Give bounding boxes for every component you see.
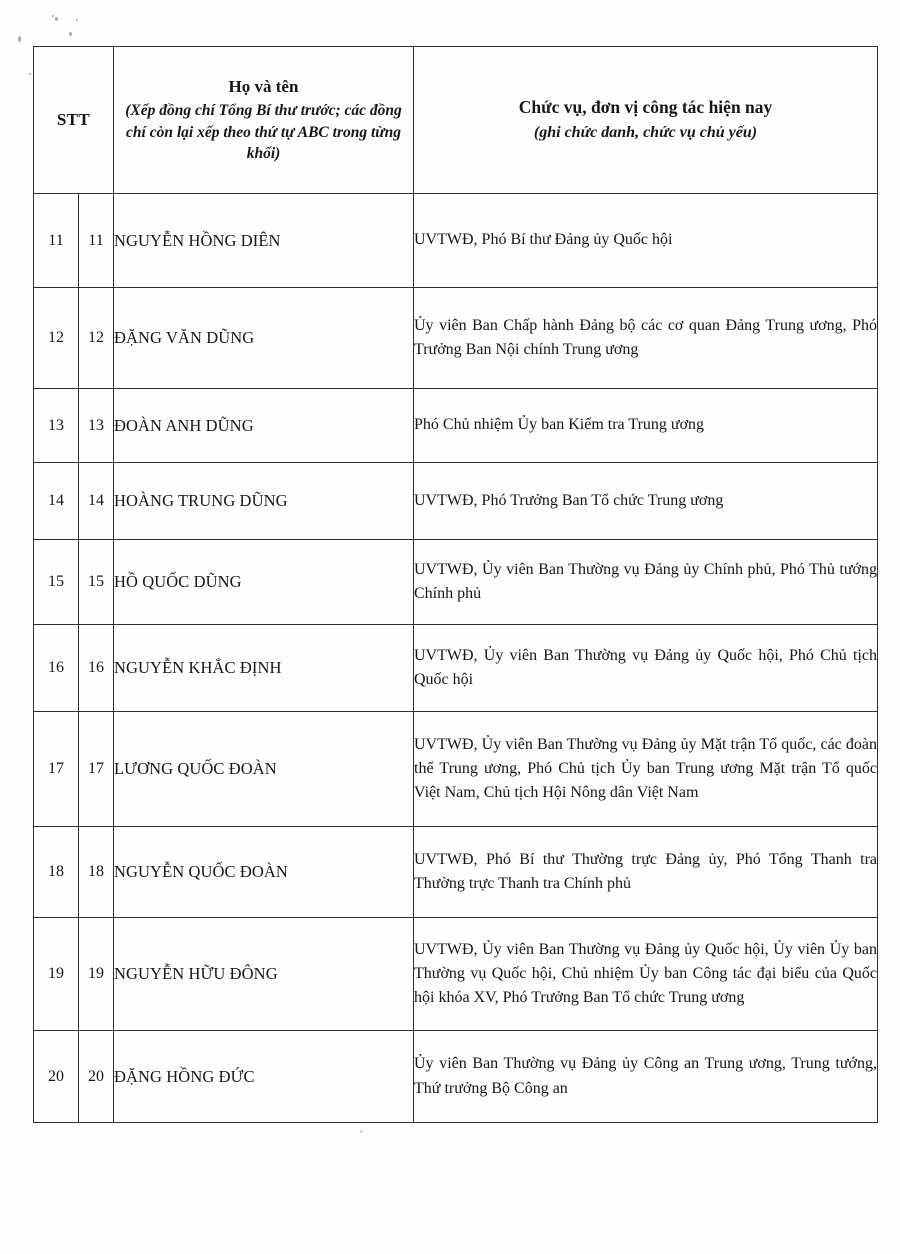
table-row	[34, 389, 878, 463]
person-role: UVTWĐ, Ủy viên Ban Thường vụ Đảng ủy Mặt trận Tổ quốc, các đoàn thể Trung ương, Phó Chủ tịch Ủy ban Trung ương Mặt trận Tổ quốc Việt Nam, Chủ tịch Hội Nông dân Việt Nam	[414, 712, 878, 827]
row-number-outer: 18	[34, 827, 79, 918]
column-header-role-title: Chức vụ, đơn vị công tác hiện nay	[518, 97, 773, 118]
row-number-inner: 13	[79, 389, 114, 463]
row-number-inner: 20	[79, 1031, 114, 1123]
table-row	[34, 1031, 878, 1123]
person-name: NGUYỄN HỒNG DIÊN	[114, 194, 414, 288]
row-number-outer: 17	[34, 712, 79, 827]
row-number-outer: 12	[34, 288, 79, 389]
person-name: NGUYỄN KHẮC ĐỊNH	[114, 625, 414, 712]
person-role: Phó Chủ nhiệm Ủy ban Kiểm tra Trung ương	[414, 389, 878, 463]
column-header-stt: STT	[34, 47, 114, 194]
row-number-inner: 16	[79, 625, 114, 712]
table-row	[34, 712, 878, 827]
row-number-outer: 19	[34, 918, 79, 1031]
table-row	[34, 288, 878, 389]
row-number-inner: 17	[79, 712, 114, 827]
scan-speck	[52, 15, 54, 17]
row-number-outer: 16	[34, 625, 79, 712]
row-number-outer: 11	[34, 194, 79, 288]
column-header-name-title: Họ và tên	[228, 76, 299, 96]
row-number-outer: 14	[34, 463, 79, 540]
person-role: Ủy viên Ban Chấp hành Đảng bộ các cơ quan Đảng Trung ương, Phó Trưởng Ban Nội chính Trung ương	[414, 288, 878, 389]
header-row	[34, 47, 878, 194]
row-number-inner: 12	[79, 288, 114, 389]
table-row	[34, 463, 878, 540]
person-role: UVTWĐ, Ủy viên Ban Thường vụ Đảng ủy Quốc hội, Ủy viên Ủy ban Thường vụ Quốc hội, Chủ nhiệm Ủy ban Công tác đại biểu của Quốc hội khóa XV, Phó Trưởng Ban Tổ chức Trung ương	[414, 918, 878, 1031]
person-name: ĐẶNG VĂN DŨNG	[114, 288, 414, 389]
person-name: ĐOÀN ANH DŨNG	[114, 389, 414, 463]
column-header-role	[414, 47, 878, 194]
row-number-outer: 13	[34, 389, 79, 463]
column-header-role-note: (ghi chức danh, chức vụ chủ yếu)	[533, 123, 758, 141]
table-row	[34, 540, 878, 625]
row-number-outer: 15	[34, 540, 79, 625]
person-name: NGUYỄN QUỐC ĐOÀN	[114, 827, 414, 918]
row-number-inner: 19	[79, 918, 114, 1031]
row-number-inner: 15	[79, 540, 114, 625]
row-number-inner: 18	[79, 827, 114, 918]
table-row	[34, 625, 878, 712]
person-role: Ủy viên Ban Thường vụ Đảng ủy Công an Trung ương, Trung tướng, Thứ trưởng Bộ Công an	[414, 1031, 878, 1123]
person-name: LƯƠNG QUỐC ĐOÀN	[114, 712, 414, 827]
row-number-outer: 20	[34, 1031, 79, 1123]
table-row	[34, 918, 878, 1031]
table-row	[34, 194, 878, 288]
scan-speck	[55, 17, 58, 21]
person-role: UVTWĐ, Phó Bí thư Thường trực Đảng ủy, Phó Tổng Thanh tra Thường trực Thanh tra Chính phủ	[414, 827, 878, 918]
person-role: UVTWĐ, Ủy viên Ban Thường vụ Đảng ủy Quốc hội, Phó Chủ tịch Quốc hội	[414, 625, 878, 712]
table-row	[34, 827, 878, 918]
person-name: HỒ QUỐC DŨNG	[114, 540, 414, 625]
table-body	[34, 194, 878, 1123]
scan-speck	[76, 19, 78, 21]
scan-speck	[360, 1130, 363, 1133]
person-name: ĐẶNG HỒNG ĐỨC	[114, 1031, 414, 1123]
scan-speck	[29, 73, 31, 75]
person-name: HOÀNG TRUNG DŨNG	[114, 463, 414, 540]
person-name: NGUYỄN HỮU ĐÔNG	[114, 918, 414, 1031]
table-header	[34, 47, 878, 194]
personnel-table	[33, 46, 878, 1123]
person-role: UVTWĐ, Phó Bí thư Đảng ủy Quốc hội	[414, 194, 878, 288]
person-role: UVTWĐ, Ủy viên Ban Thường vụ Đảng ủy Chính phủ, Phó Thủ tướng Chính phủ	[414, 540, 878, 625]
scan-speck	[69, 32, 72, 36]
column-header-name-note: (Xếp đồng chí Tổng Bí thư trước; các đồng chí còn lại xếp theo thứ tự ABC trong từng khối)	[125, 102, 402, 163]
row-number-inner: 14	[79, 463, 114, 540]
person-role: UVTWĐ, Phó Trưởng Ban Tổ chức Trung ương	[414, 463, 878, 540]
row-number-inner: 11	[79, 194, 114, 288]
scan-speck	[18, 36, 21, 42]
column-header-name	[114, 47, 414, 194]
